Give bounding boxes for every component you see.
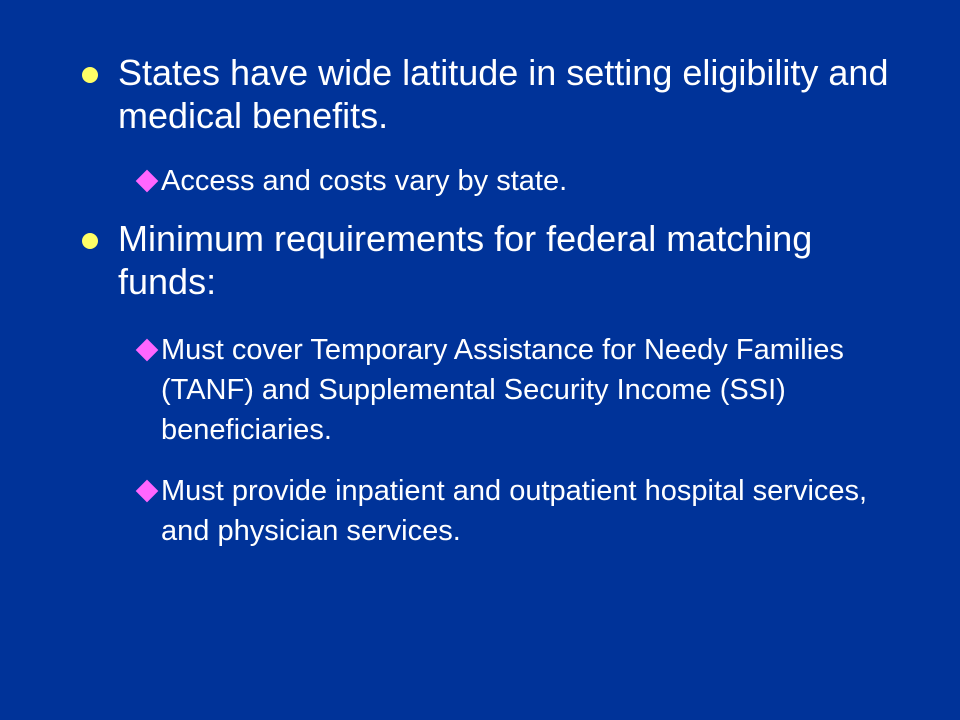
sub-bullet-text: Access and costs vary by state. — [161, 165, 568, 197]
bullet-eligibility — [82, 51, 902, 137]
bullet-minimum-requirements — [82, 217, 902, 303]
sub-bullet-text: Must cover Temporary Assistance for Needy Families (TANF) and Supplemental Security Income (SSI) beneficiaries. — [161, 334, 844, 446]
bullet-diamond-icon — [136, 339, 159, 362]
bullet-dot-icon — [82, 233, 98, 249]
sub-bullet-coverage — [134, 330, 894, 450]
bullet-text: States have wide latitude in setting eligibility and medical benefits. — [118, 52, 889, 136]
bullet-diamond-icon — [136, 480, 159, 503]
bullet-text: Minimum requirements for federal matching funds: — [118, 218, 813, 302]
sub-bullet-services — [134, 471, 894, 551]
sub-bullet-text: Must provide inpatient and outpatient hospital services, and physician services. — [161, 475, 868, 547]
bullet-dot-icon — [82, 67, 98, 83]
bullet-diamond-icon — [136, 170, 159, 193]
sub-bullet-access-costs — [134, 161, 894, 201]
